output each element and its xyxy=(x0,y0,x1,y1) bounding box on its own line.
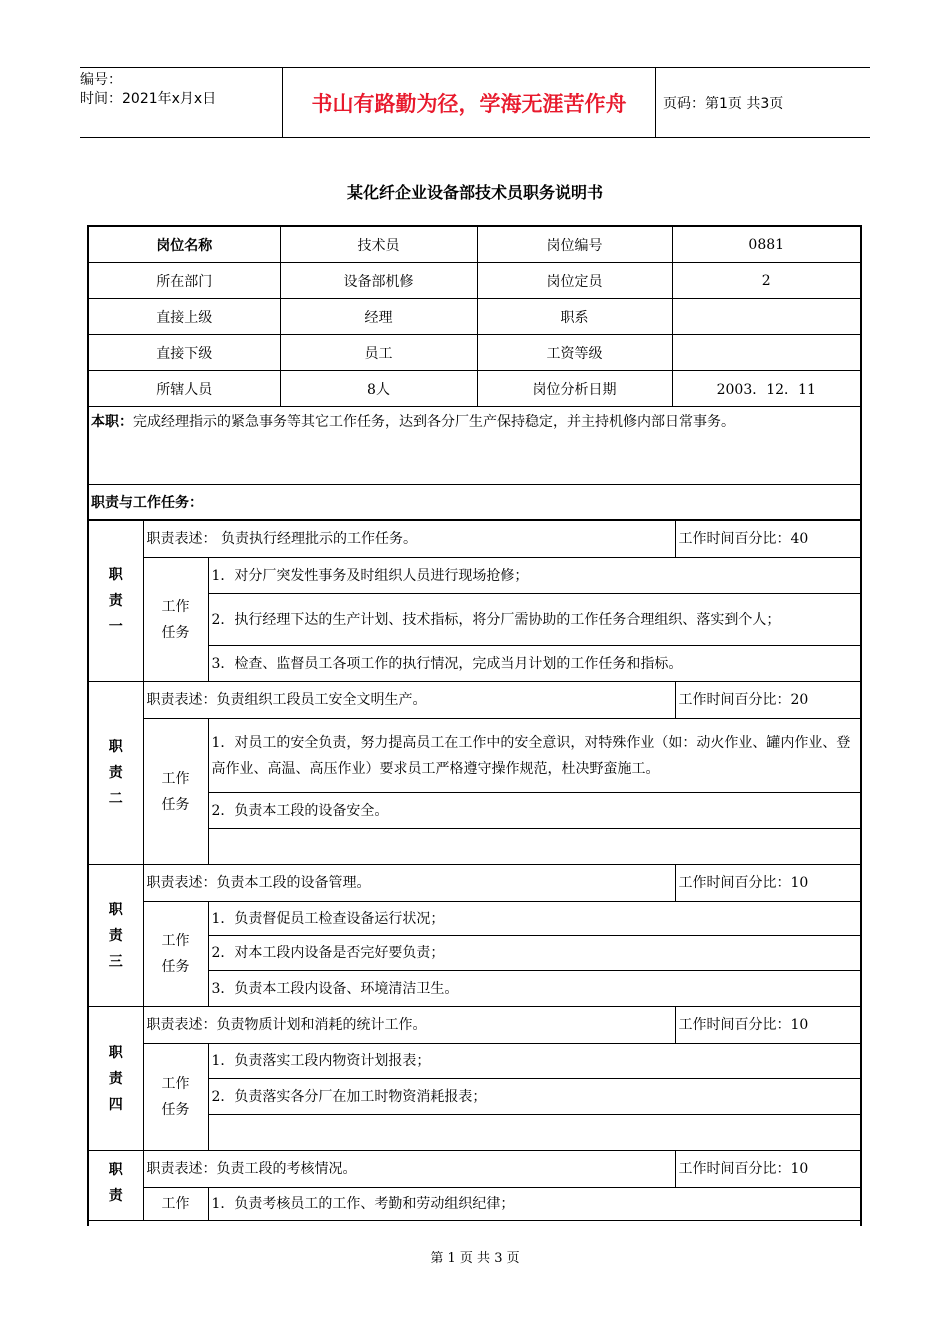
task-item: 3．检查、监督员工各项工作的执行情况，完成当月计划的工作任务和指标。 xyxy=(208,646,860,682)
task-label xyxy=(143,1044,208,1151)
info-cell: 直接下级 xyxy=(89,335,280,371)
info-cell: 技术员 xyxy=(280,227,477,263)
duty-statement: 职责表述：负责本工段的设备管理。 xyxy=(143,865,675,902)
task-item: 2．负责本工段的设备安全。 xyxy=(208,793,860,829)
task-item: 1．负责考核员工的工作、考勤和劳动组织纪律； xyxy=(208,1188,860,1221)
info-cell xyxy=(672,335,860,371)
page-footer: 第 1 页 共 3 页 xyxy=(430,1251,520,1266)
info-cell: 2003．12．11 xyxy=(672,371,860,407)
task-item: 2．对本工段内设备是否完好要负责； xyxy=(208,936,860,971)
duty-statement: 职责表述： 负责执行经理批示的工作任务。 xyxy=(143,521,675,558)
duty-statement: 职责表述：负责物质计划和消耗的统计工作。 xyxy=(143,1007,675,1044)
info-row xyxy=(89,371,860,407)
duty-statement: 职责表述：负责工段的考核情况。 xyxy=(143,1151,675,1188)
info-cell: 经理 xyxy=(280,299,477,335)
info-cell: 所在部门 xyxy=(89,263,280,299)
job-summary-label: 本职： xyxy=(91,414,133,430)
task-row xyxy=(89,719,860,793)
duty-label-text: 职责一 xyxy=(108,567,123,635)
document-title: 某化纤企业设备部技术员职务说明书 xyxy=(346,183,603,202)
task-label xyxy=(143,719,208,865)
task-label-text: 工作任务 xyxy=(161,1076,190,1118)
duties-table xyxy=(89,520,860,1221)
job-summary-text: 完成经理指示的紧急事务等其它工作任务，达到各分厂生产保持稳定，并主持机修内部日常事务。 xyxy=(133,414,735,430)
time-percentage: 工作时间百分比：10 xyxy=(675,1007,860,1044)
task-item xyxy=(208,1115,860,1151)
duty-statement: 职责表述：负责组织工段员工安全文明生产。 xyxy=(143,682,675,719)
duty-label-text: 职责三 xyxy=(108,901,123,970)
info-cell: 岗位编号 xyxy=(477,227,672,263)
info-cell: 员工 xyxy=(280,335,477,371)
duty-label-text: 职责四 xyxy=(108,1044,123,1113)
info-cell: 岗位定员 xyxy=(477,263,672,299)
task-row xyxy=(89,558,860,594)
info-cell: 职系 xyxy=(477,299,672,335)
time-label: 时间：2021年x月x日 xyxy=(80,91,217,107)
code-label: 编号： xyxy=(80,72,122,88)
info-cell: 岗位分析日期 xyxy=(477,371,672,407)
info-cell: 设备部机修 xyxy=(280,263,477,299)
job-description-form xyxy=(87,225,862,1226)
task-item: 2．执行经理下达的生产计划、技术指标，将分厂需协助的工作任务合理组织、落实到个人； xyxy=(208,594,860,646)
motto: 书山有路勤为径，学海无涯苦作舟 xyxy=(282,68,656,137)
task-label xyxy=(143,1188,208,1221)
task-label-text: 工作 xyxy=(161,1196,190,1212)
duties-heading: 职责与工作任务： xyxy=(89,485,860,520)
duty-statement-row xyxy=(89,682,860,719)
info-cell: 所辖人员 xyxy=(89,371,280,407)
duty-label-text: 职责二 xyxy=(108,739,123,807)
time-percentage: 工作时间百分比：10 xyxy=(675,1151,860,1188)
task-item: 1．对分厂突发性事务及时组织人员进行现场抢修； xyxy=(208,558,860,594)
time-percentage: 工作时间百分比：10 xyxy=(675,865,860,902)
task-row xyxy=(89,1044,860,1079)
task-label-text: 工作任务 xyxy=(161,933,190,975)
duty-statement-row xyxy=(89,1007,860,1044)
job-summary xyxy=(89,407,860,485)
info-cell: 8人 xyxy=(280,371,477,407)
time-percentage: 工作时间百分比：40 xyxy=(675,521,860,558)
task-row xyxy=(89,1188,860,1221)
task-item: 1．负责督促员工检查设备运行状况； xyxy=(208,902,860,936)
info-row xyxy=(89,263,860,299)
info-cell: 2 xyxy=(672,263,860,299)
duty-label xyxy=(89,521,143,682)
info-row xyxy=(89,335,860,371)
page-label: 页码：第1页 共3页 xyxy=(663,95,784,112)
time-percentage: 工作时间百分比：20 xyxy=(675,682,860,719)
info-cell: 工资等级 xyxy=(477,335,672,371)
task-label xyxy=(143,902,208,1007)
task-label-text: 工作任务 xyxy=(161,598,190,641)
duty-label-text: 职责 xyxy=(108,1162,123,1204)
duty-statement-row xyxy=(89,1151,860,1188)
info-cell xyxy=(672,299,860,335)
duty-label xyxy=(89,682,143,865)
info-cell: 岗位名称 xyxy=(89,227,280,263)
task-label xyxy=(143,558,208,682)
task-item: 2．负责落实各分厂在加工时物资消耗报表； xyxy=(208,1079,860,1115)
task-row xyxy=(89,902,860,936)
task-item: 3．负责本工段内设备、环境清洁卫生。 xyxy=(208,971,860,1007)
document-header xyxy=(80,67,870,138)
duty-statement-row xyxy=(89,865,860,902)
duty-label xyxy=(89,865,143,1007)
info-cell: 直接上级 xyxy=(89,299,280,335)
info-cell: 0881 xyxy=(672,227,860,263)
task-label-text: 工作任务 xyxy=(161,770,190,813)
info-row xyxy=(89,227,860,263)
duty-label xyxy=(89,1007,143,1151)
info-row xyxy=(89,299,860,335)
task-item: 1．负责落实工段内物资计划报表； xyxy=(208,1044,860,1079)
position-info-table xyxy=(89,227,860,407)
duty-label xyxy=(89,1151,143,1221)
task-item: 1．对员工的安全负责，努力提高员工在工作中的安全意识，对特殊作业（如：动火作业、罐内作业、登高作业、高温、高压作业）要求员工严格遵守操作规范，杜决野蛮施工。 xyxy=(208,719,860,793)
header-meta xyxy=(80,68,282,140)
duty-statement-row xyxy=(89,521,860,558)
task-item xyxy=(208,829,860,865)
